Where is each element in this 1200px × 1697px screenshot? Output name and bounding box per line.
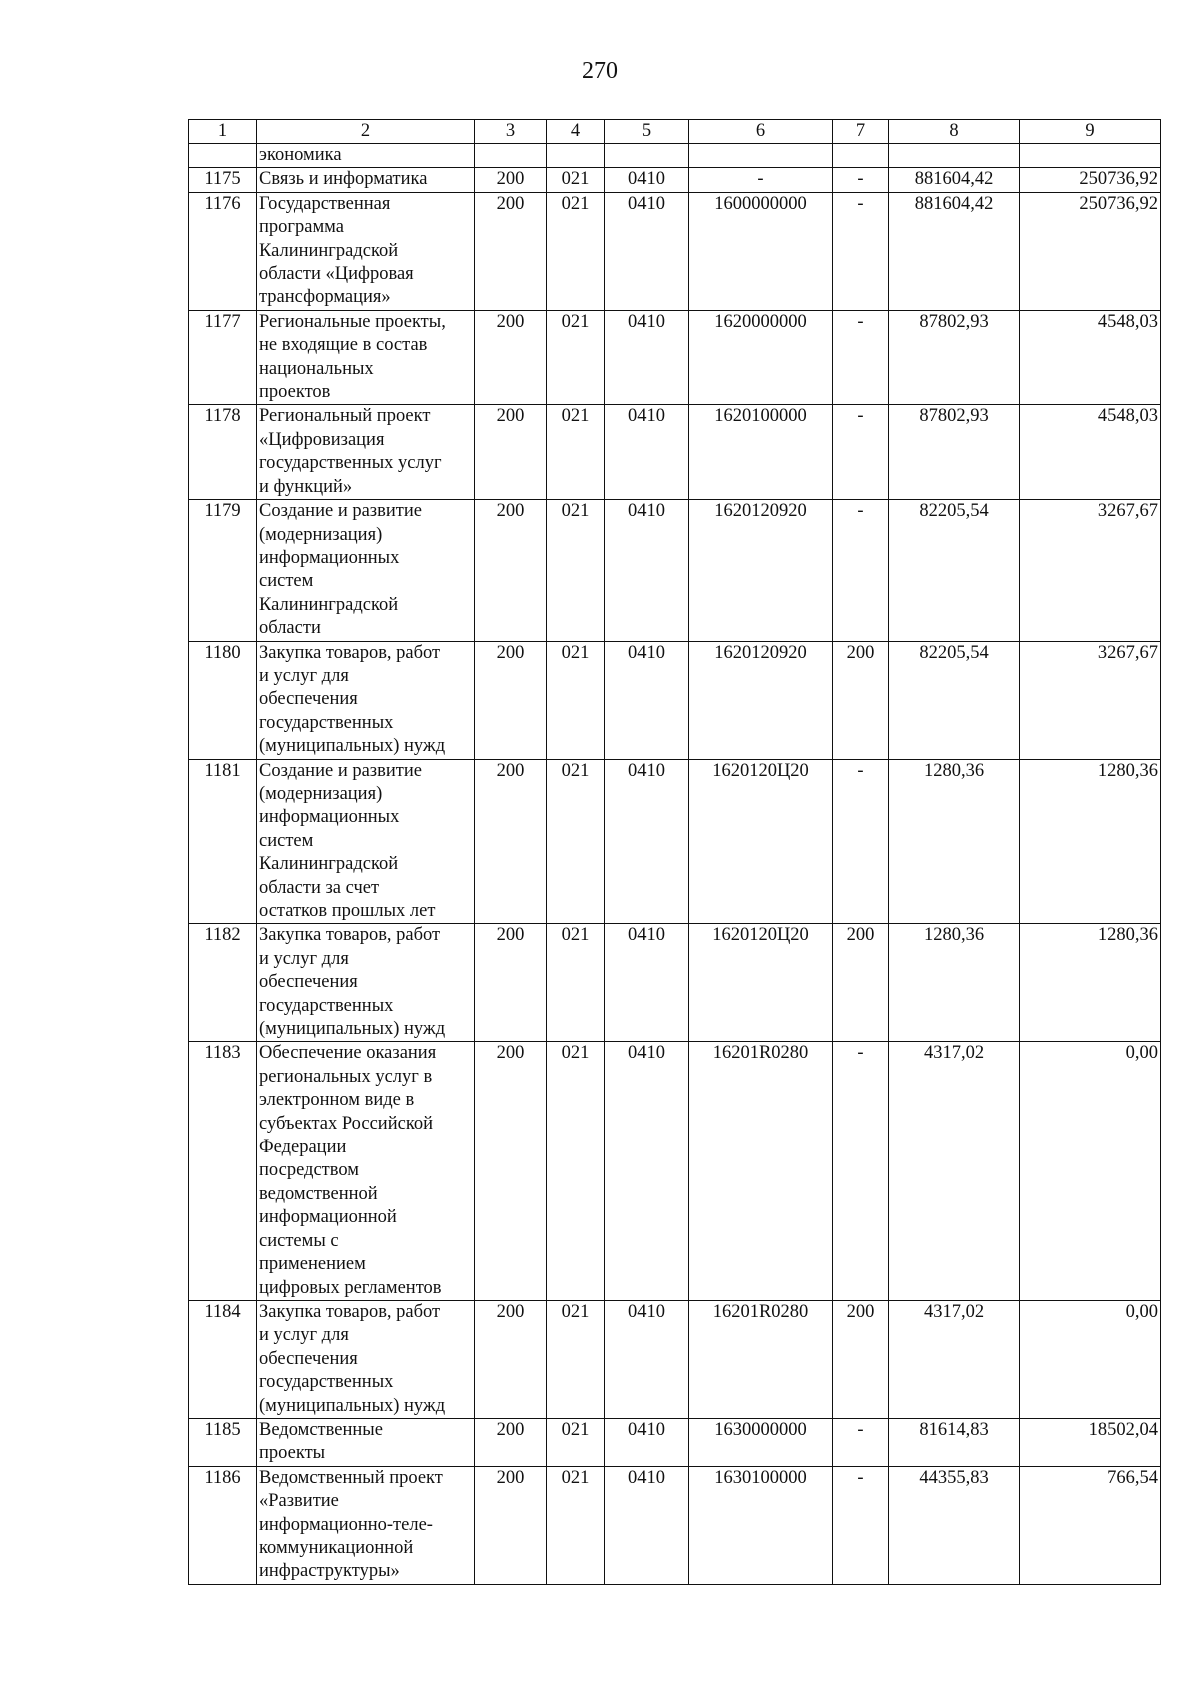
row-gr-cell: 200 [475,924,547,1042]
row-sum2-cell [1020,144,1161,168]
row-sum2-cell: 766,54 [1020,1466,1161,1584]
budget-table [188,119,1161,1585]
row-gr-cell: 200 [475,1418,547,1466]
row-rz-cell: 0410 [605,192,689,310]
row-rz-cell: 0410 [605,1418,689,1466]
row-name-cell: Ведомственный проект «Развитие информационно-теле- коммуникационной инфраструктуры» [257,1466,475,1584]
row-vr-cell: - [833,759,889,924]
row-ved-cell: 021 [547,1466,605,1584]
row-csr-cell: 16201R0280 [689,1042,833,1300]
row-gr-cell: 200 [475,1466,547,1584]
table-row [189,192,1161,310]
row-gr-cell: 200 [475,500,547,641]
row-sum2-cell: 1280,36 [1020,759,1161,924]
row-rz-cell: 0410 [605,1300,689,1418]
row-ved-cell: 021 [547,168,605,192]
table-row [189,1418,1161,1466]
row-vr-cell: 200 [833,1300,889,1418]
row-csr-cell [689,144,833,168]
row-sum1-cell: 81614,83 [889,1418,1020,1466]
row-rz-cell: 0410 [605,168,689,192]
row-sum2-cell: 0,00 [1020,1300,1161,1418]
table-row [189,1042,1161,1300]
row-csr-cell: 1620120Ц20 [689,924,833,1042]
row-sum2-cell: 250736,92 [1020,192,1161,310]
page-number: 270 [582,58,618,84]
row-name-cell: Создание и развитие (модернизация) информационных систем Калининградской области [257,500,475,641]
row-ved-cell: 021 [547,759,605,924]
row-number-cell: 1178 [189,405,257,500]
table-row [189,310,1161,405]
table-row [189,1466,1161,1584]
header-cell: 1 [189,120,257,144]
row-ved-cell: 021 [547,1418,605,1466]
row-ved-cell: 021 [547,924,605,1042]
row-rz-cell: 0410 [605,310,689,405]
row-number-cell: 1175 [189,168,257,192]
row-rz-cell: 0410 [605,641,689,759]
row-gr-cell: 200 [475,641,547,759]
header-cell: 2 [257,120,475,144]
row-name-cell: Региональный проект «Цифровизация государственных услуг и функций» [257,405,475,500]
row-name-cell: Закупка товаров, работ и услуг для обеспечения государственных (муниципальных) нужд [257,924,475,1042]
row-number-cell: 1179 [189,500,257,641]
row-gr-cell: 200 [475,1042,547,1300]
row-sum2-cell: 1280,36 [1020,924,1161,1042]
row-sum1-cell: 44355,83 [889,1466,1020,1584]
row-rz-cell: 0410 [605,759,689,924]
row-vr-cell: 200 [833,924,889,1042]
row-rz-cell: 0410 [605,1042,689,1300]
row-sum1-cell: 1280,36 [889,924,1020,1042]
row-csr-cell: 1620120920 [689,500,833,641]
header-cell: 9 [1020,120,1161,144]
row-sum2-cell: 18502,04 [1020,1418,1161,1466]
row-csr-cell: 1630100000 [689,1466,833,1584]
table-row [189,924,1161,1042]
row-name-cell: Создание и развитие (модернизация) информационных систем Калининградской области за счет остатков прошлых лет [257,759,475,924]
row-csr-cell: 1630000000 [689,1418,833,1466]
row-vr-cell: - [833,500,889,641]
row-csr-cell: - [689,168,833,192]
row-rz-cell: 0410 [605,1466,689,1584]
row-sum2-cell: 3267,67 [1020,641,1161,759]
row-gr-cell: 200 [475,310,547,405]
row-gr-cell [475,144,547,168]
row-sum2-cell: 250736,92 [1020,168,1161,192]
row-sum1-cell: 1280,36 [889,759,1020,924]
row-vr-cell: - [833,168,889,192]
row-sum1-cell: 82205,54 [889,500,1020,641]
row-ved-cell: 021 [547,1042,605,1300]
row-csr-cell: 1600000000 [689,192,833,310]
header-cell: 4 [547,120,605,144]
row-vr-cell: - [833,405,889,500]
row-gr-cell: 200 [475,405,547,500]
row-vr-cell: - [833,1418,889,1466]
table-row [189,641,1161,759]
row-number-cell: 1177 [189,310,257,405]
table-row [189,1300,1161,1418]
row-name-cell: Связь и информатика [257,168,475,192]
row-number-cell: 1180 [189,641,257,759]
row-csr-cell: 16201R0280 [689,1300,833,1418]
table-header-row [189,120,1161,144]
row-csr-cell: 1620120920 [689,641,833,759]
row-ved-cell: 021 [547,641,605,759]
row-sum2-cell: 0,00 [1020,1042,1161,1300]
row-sum1-cell: 4317,02 [889,1300,1020,1418]
row-number-cell [189,144,257,168]
row-sum1-cell: 881604,42 [889,192,1020,310]
row-number-cell: 1186 [189,1466,257,1584]
header-cell: 6 [689,120,833,144]
row-ved-cell: 021 [547,1300,605,1418]
row-sum1-cell: 881604,42 [889,168,1020,192]
row-vr-cell: - [833,310,889,405]
row-ved-cell: 021 [547,405,605,500]
row-vr-cell: 200 [833,641,889,759]
row-csr-cell: 1620100000 [689,405,833,500]
row-csr-cell: 1620120Ц20 [689,759,833,924]
table-row [189,405,1161,500]
row-number-cell: 1183 [189,1042,257,1300]
row-ved-cell: 021 [547,310,605,405]
row-gr-cell: 200 [475,1300,547,1418]
row-number-cell: 1182 [189,924,257,1042]
row-sum2-cell: 4548,03 [1020,405,1161,500]
row-vr-cell: - [833,1466,889,1584]
row-rz-cell: 0410 [605,500,689,641]
row-name-cell: экономика [257,144,475,168]
row-sum1-cell: 87802,93 [889,405,1020,500]
row-vr-cell: - [833,192,889,310]
row-vr-cell [833,144,889,168]
header-cell: 5 [605,120,689,144]
row-ved-cell: 021 [547,500,605,641]
header-cell: 3 [475,120,547,144]
row-gr-cell: 200 [475,192,547,310]
row-sum1-cell: 4317,02 [889,1042,1020,1300]
table-row [189,144,1161,168]
row-sum1-cell: 87802,93 [889,310,1020,405]
row-sum2-cell: 4548,03 [1020,310,1161,405]
row-sum2-cell: 3267,67 [1020,500,1161,641]
row-name-cell: Обеспечение оказания региональных услуг в электронном виде в субъектах Российской Федерации посредством ведомственной информационной системы с применением цифровых регламентов [257,1042,475,1300]
row-sum1-cell [889,144,1020,168]
row-name-cell: Государственная программа Калининградской области «Цифровая трансформация» [257,192,475,310]
row-sum1-cell: 82205,54 [889,641,1020,759]
row-name-cell: Закупка товаров, работ и услуг для обеспечения государственных (муниципальных) нужд [257,1300,475,1418]
row-number-cell: 1181 [189,759,257,924]
table-row [189,759,1161,924]
row-gr-cell: 200 [475,168,547,192]
row-number-cell: 1176 [189,192,257,310]
row-rz-cell: 0410 [605,924,689,1042]
row-rz-cell: 0410 [605,405,689,500]
table-row [189,500,1161,641]
row-name-cell: Ведомственные проекты [257,1418,475,1466]
row-gr-cell: 200 [475,759,547,924]
row-rz-cell [605,144,689,168]
row-name-cell: Региональные проекты, не входящие в состав национальных проектов [257,310,475,405]
row-number-cell: 1184 [189,1300,257,1418]
header-cell: 7 [833,120,889,144]
row-ved-cell: 021 [547,192,605,310]
row-ved-cell [547,144,605,168]
row-vr-cell: - [833,1042,889,1300]
row-csr-cell: 1620000000 [689,310,833,405]
row-number-cell: 1185 [189,1418,257,1466]
header-cell: 8 [889,120,1020,144]
row-name-cell: Закупка товаров, работ и услуг для обеспечения государственных (муниципальных) нужд [257,641,475,759]
table-row [189,168,1161,192]
